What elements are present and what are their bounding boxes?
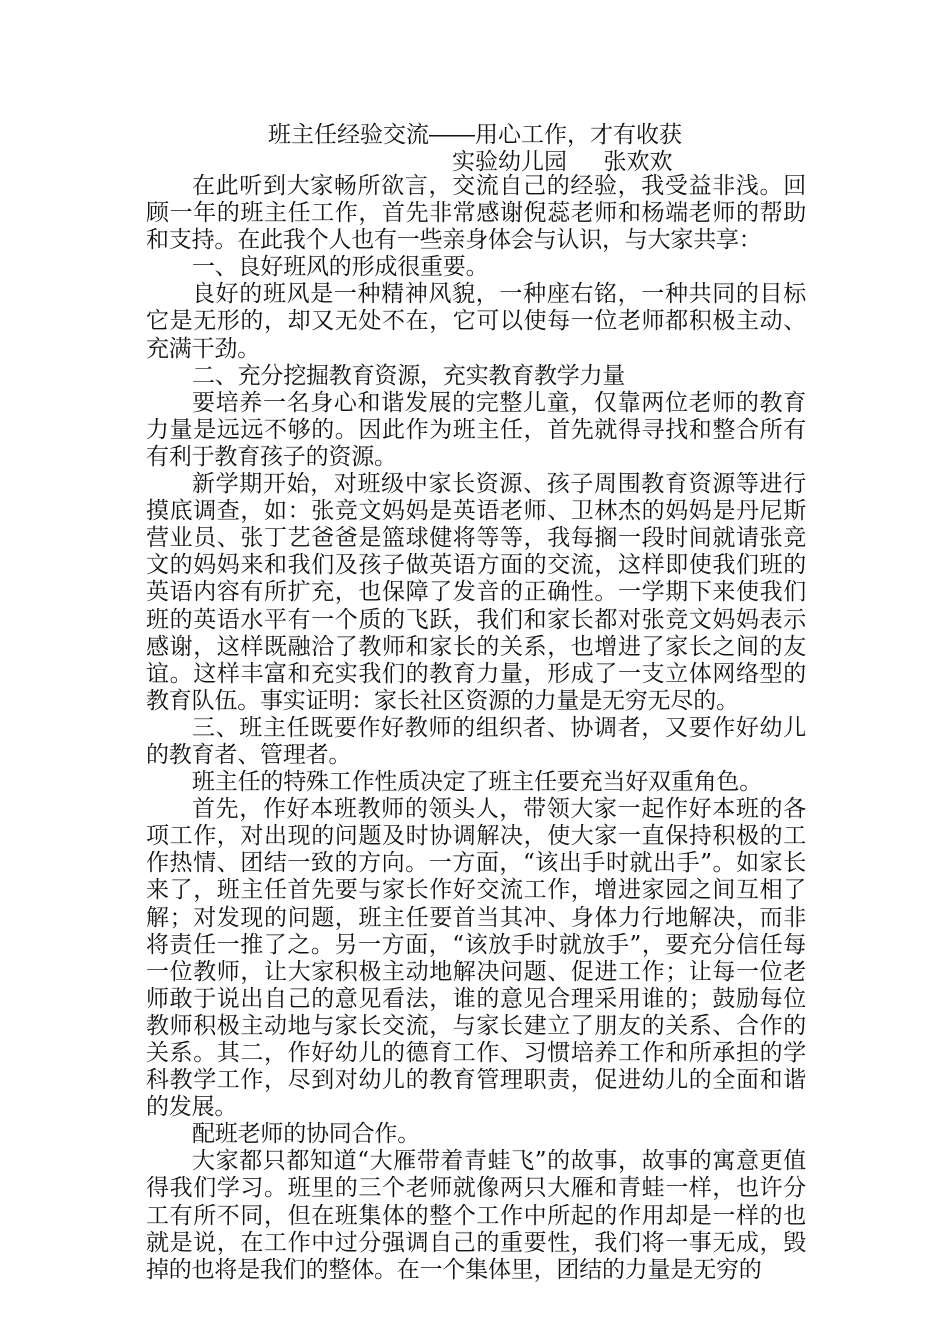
paragraph-resources: 要培养一名身心和谐发展的完整儿童，仅靠两位老师的教育力量是远远不够的。因此作为班主任，首先就得寻找和整合所有有利于教育孩子的资源。 (146, 389, 806, 470)
heading-section-1: 一、良好班风的形成很重要。 (192, 254, 489, 281)
paragraph-dual-role: 班主任的特殊工作性质决定了班主任要充当好双重角色。 (192, 769, 763, 796)
paragraph-geese-story: 大家都只都知道“大雁带着青蛙飞”的故事，故事的寓意更值得我们学习。班里的三个老师就像两只大雁和青蛙一样，也许分工有所不同，但在班集体的整个工作中所起的作用却是一样的也就是说，在工作中过分强调自己的重要性，我们将一事无成，毁掉的也将是我们的整体。在一个集体里，团结的力量是无穷的 (146, 1148, 806, 1283)
document-body (146, 173, 806, 1284)
document-title: 班主任经验交流――用心工作，才有收获 (268, 122, 682, 148)
paragraph-class-spirit: 良好的班风是一种精神风貌，一种座右铭，一种共同的目标它是无形的，却又无处不在，它可以使每一位老师都积极主动、充满干劲。 (146, 281, 806, 362)
document-byline: 实验幼儿园 张欢欢 (452, 149, 673, 175)
heading-section-2: 二、充分挖掘教育资源，充实教育教学力量 (192, 362, 626, 389)
paragraph-parent-resources: 新学期开始，对班级中家长资源、孩子周围教育资源等进行摸底调查，如：张竞文妈妈是英语老师、卫林杰的妈妈是丹尼斯营业员、张丁艺爸爸是篮球健将等等，我每搁一段时间就请张竞文的妈妈来和我们及孩子做英语方面的交流，这样即使我们班的英语内容有所扩充，也保障了发音的正确性。一学期下来使我们班的英语水平有一个质的飞跃，我们和家长都对张竞文妈妈表示感谢，这样既融洽了教师和家长的关系，也增进了家长之间的友谊。这样丰富和充实我们的教育力量，形成了一支立体网络型的教育队伍。事实证明：家长社区资源的力量是无穷无尽的。 (146, 471, 806, 714)
heading-section-3: 三、班主任既要作好教师的组织者、协调者，又要作好幼儿的教育者、管理者。 (146, 714, 806, 768)
paragraph-leader: 首先，作好本班教师的领头人，带领大家一起作好本班的各项工作，对出现的问题及时协调解决，使大家一直保持积极的工作热情、团结一致的方向。一方面，“该出手时就出手”。如家长来了，班主任首先要与家长作好交流工作，增进家园之间互相了解；对发现的问题，班主任要首当其冲、身体力行地解决，而非将责任一推了之。另一方面，“该放手时就放手”，要充分信任每一位教师，让大家积极主动地解决问题、促进工作；让每一位老师敢于说出自己的意见看法，谁的意见合理采用谁的；鼓励每位教师积极主动地与家长交流，与家长建立了朋友的关系、合作的关系。其二，作好幼儿的德育工作、习惯培养工作和所承担的学科教学工作，尽到对幼儿的教育管理职责，促进幼儿的全面和谐的发展。 (146, 796, 806, 1121)
paragraph-intro: 在此听到大家畅所欲言，交流自己的经验，我受益非浅。回顾一年的班主任工作，首先非常感谢倪蕊老师和杨端老师的帮助和支持。在此我个人也有一些亲身体会与认识，与大家共享： (146, 173, 806, 254)
heading-cooperation: 配班老师的协同合作。 (192, 1121, 421, 1148)
